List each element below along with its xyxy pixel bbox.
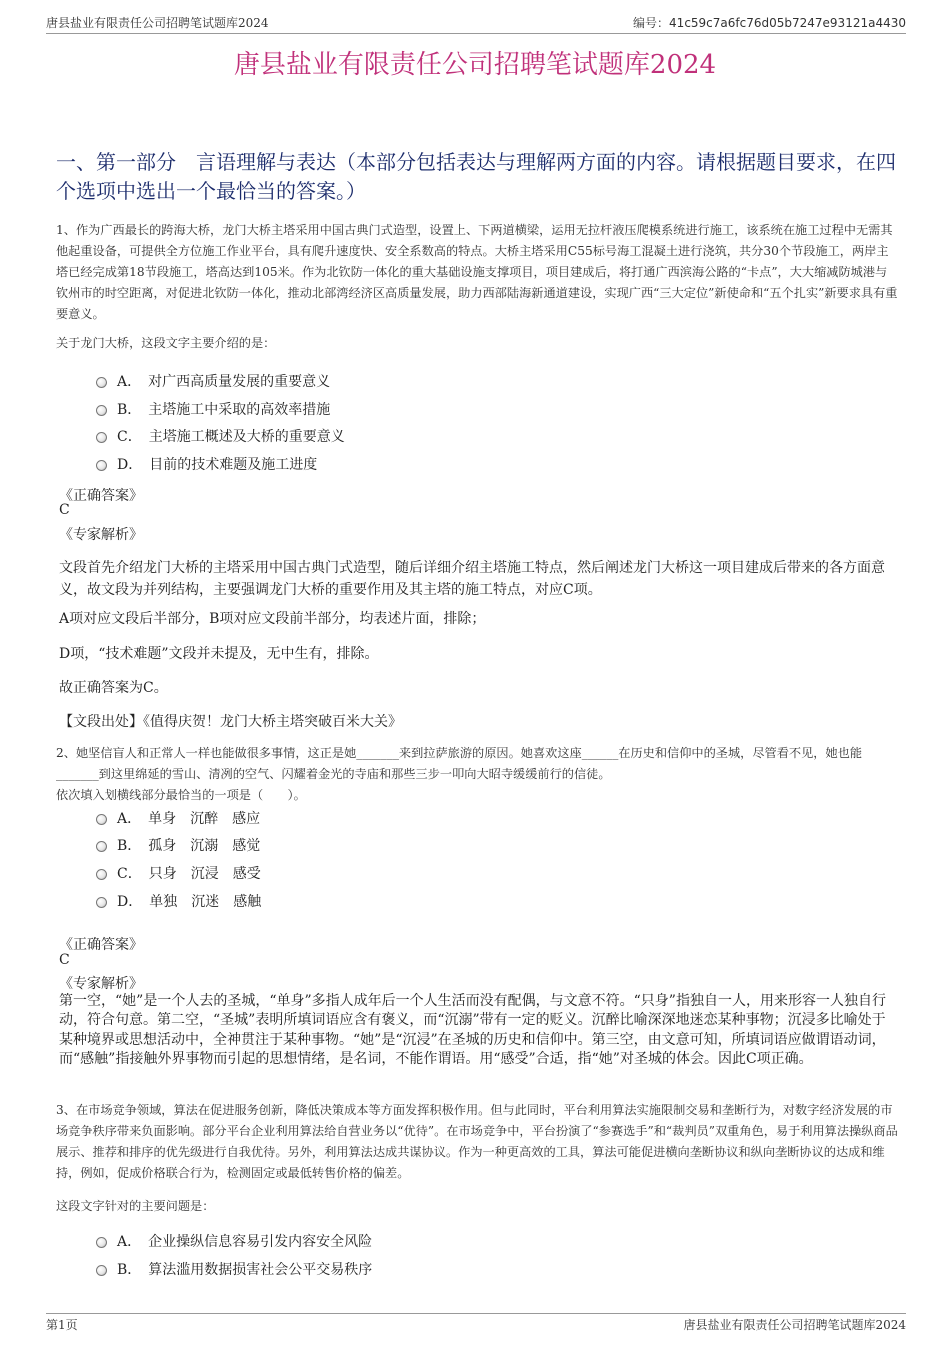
question-3-option-b[interactable] [96, 1259, 372, 1279]
header-doc-id: 编号：41c59c7a6fc76d05b7247e93121a4430 [633, 16, 906, 30]
question-2-answer-label: 《正确答案》 [59, 937, 143, 953]
question-3-text: 3、在市场竞争领域，算法在促进服务创新，降低决策成本等方面发挥积极作用。但与此同时，平台利用算法实施限制交易和垄断行为，对数字经济发展的市场竞争秩序带来负面影响。部分平台企业利用算法给自营业务以“优待”。在市场竞争中，平台扮演了“参赛选手”和“裁判员”双重角色，易于利用算法操纵商品展示、推荐和排序的优先级进行自我优待。另外，利用算法达成共谋协议。作为一种更高效的工具，算法可能促进横向垄断协议和纵向垄断协议的达成和维持，例如，促成价格联合行为，检测固定或最低转售价格的偏差。 [56, 1103, 898, 1180]
question-2-prompt: 依次填入划横线部分最恰当的一项是（ ）。 [56, 788, 306, 802]
question-1-option-b[interactable] [96, 399, 330, 419]
question-1-analysis-p3: D项，“技术难题”文段并未提及，无中生有，排除。 [59, 646, 379, 662]
radio-icon[interactable] [96, 869, 107, 880]
question-3-prompt: 这段文字针对的主要问题是： [56, 1199, 215, 1213]
page-title: 唐县盐业有限责任公司招聘笔试题库2024 [233, 50, 717, 80]
option-label: C． 只身 沉浸 感受 [117, 866, 261, 882]
radio-icon[interactable] [96, 405, 107, 416]
page-header [46, 0, 906, 34]
question-2-option-b[interactable] [96, 835, 260, 855]
page-number: 第1页 [46, 1318, 78, 1332]
option-label: C． 主塔施工概述及大桥的重要意义 [117, 429, 345, 445]
question-1-answer-label: 《正确答案》 [59, 488, 143, 504]
radio-icon[interactable] [96, 377, 107, 388]
radio-icon[interactable] [96, 1265, 107, 1276]
option-label: A． 企业操纵信息容易引发内容安全风险 [117, 1234, 373, 1250]
question-1-analysis-p1: 文段首先介绍龙门大桥的主塔采用中国古典门式造型，随后详细介绍主塔施工特点，然后阐述龙门大桥这一项目建成后带来的各方面意义，故文段为并列结构，主要强调龙门大桥的重要作用及其主塔的施工特点，对应C项。 [59, 560, 885, 598]
header-title: 唐县盐业有限责任公司招聘笔试题库2024 [46, 16, 269, 30]
question-1-source: 【文段出处】《值得庆贺！龙门大桥主塔突破百米大关》 [59, 714, 402, 730]
question-2-answer: C [59, 952, 70, 968]
question-1-analysis-label: 《专家解析》 [59, 527, 143, 543]
question-1-analysis-p4: 故正确答案为C。 [59, 680, 168, 696]
question-2-analysis-label: 《专家解析》 [59, 976, 143, 992]
question-1-text: 1、作为广西最长的跨海大桥，龙门大桥主塔采用中国古典门式造型，设置上、下两道横梁，运用无拉杆液压爬模系统进行施工，该系统在施工过程中无需其他起重设备，可提供全方位施工作业平台，具有爬升速度快、安全系数高的特点。大桥主塔采用C55标号海工混凝土进行浇筑，共分30个节段施工，两岸主塔已经完成第18节段施工，塔高达到105米。作为北钦防一体化的重大基础设施支撑项目，项目建成后，将打通广西滨海公路的“卡点”，大大缩减防城港与钦州市的时空距离，对促进北钦防一体化，推动北部湾经济区高质量发展，助力西部陆海新通道建设，实现广西“三大定位”新使命和“五个扎实”新要求具有重要意义。 [56, 223, 898, 321]
question-2-option-c[interactable] [96, 863, 261, 883]
question-3-option-a[interactable] [96, 1231, 372, 1251]
question-1-option-a[interactable] [96, 371, 330, 391]
option-label: D． 单独 沉迷 感触 [117, 894, 262, 910]
question-2-text: 2、她坚信盲人和正常人一样也能做很多事情，这正是她_______来到拉萨旅游的原因。她喜欢这座______在历史和信仰中的圣城，尽管看不见，她也能_______到这里绵延的雪山、清冽的空气、闪耀着金光的寺庙和那些三步一叩向大昭寺缓缓前行的信徒。 [56, 746, 863, 781]
radio-icon[interactable] [96, 841, 107, 852]
option-label: D． 目前的技术难题及施工进度 [117, 457, 318, 473]
option-label: A． 单身 沉醉 感应 [117, 811, 261, 827]
radio-icon[interactable] [96, 460, 107, 471]
option-label: B． 孤身 沉溺 感觉 [117, 838, 261, 854]
footer-title: 唐县盐业有限责任公司招聘笔试题库2024 [683, 1318, 906, 1332]
question-1-option-c[interactable] [96, 426, 345, 446]
question-2-option-d[interactable] [96, 891, 261, 911]
section-heading: 一、第一部分 言语理解与表达（本部分包括表达与理解两方面的内容。请根据题目要求，在四个选项中选出一个最恰当的答案。） [56, 150, 896, 203]
option-label: B． 算法滥用数据损害社会公平交易秩序 [117, 1262, 373, 1278]
radio-icon[interactable] [96, 897, 107, 908]
question-1-analysis-p2: A项对应文段后半部分，B项对应文段前半部分，均表述片面，排除； [59, 611, 486, 627]
option-label: A． 对广西高质量发展的重要意义 [117, 374, 331, 390]
page-footer [46, 1313, 906, 1344]
question-1-answer: C [59, 502, 70, 518]
question-2-analysis: 第一空，“她”是一个人去的圣城，“单身”多指人成年后一个人生活而没有配偶，与文意不符。“只身”指独自一人，用来形容一人独自行动，符合句意。第二空，“圣城”表明所填词语应含有褒义，而“沉溺”带有一定的贬义。沉醉比喻深深地迷恋某种事物；沉浸多比喻处于某种境界或思想活动中，全神贯注于某种事物。“她”是“沉浸”在圣城的历史和信仰中。第三空，由文意可知，所填词语应做谓语动词，而“感触”指接触外界事物而引起的思想情绪，是名词，不能作谓语。用“感受”合适，指“她”对圣城的体会。因此C项正确。 [59, 993, 886, 1068]
radio-icon[interactable] [96, 432, 107, 443]
radio-icon[interactable] [96, 1237, 107, 1248]
radio-icon[interactable] [96, 814, 107, 825]
question-1-option-d[interactable] [96, 454, 317, 474]
question-1-prompt: 关于龙门大桥，这段文字主要介绍的是： [56, 336, 276, 350]
question-2-option-a[interactable] [96, 808, 260, 828]
option-label: B． 主塔施工中采取的高效率措施 [117, 402, 331, 418]
